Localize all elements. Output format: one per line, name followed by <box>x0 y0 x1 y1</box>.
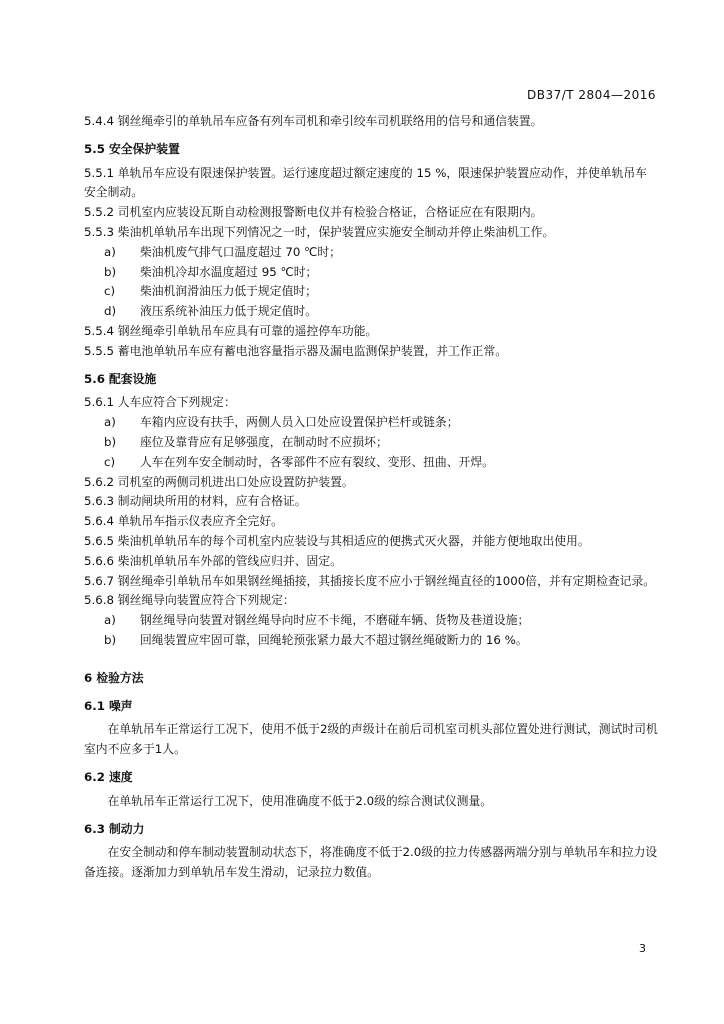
list-item <box>84 453 658 473</box>
clause: 5.5.3 柴油机单轨吊车出现下列情况之一时，保护装置应实施安全制动并停止柴油机工作。 <box>84 224 555 239</box>
clause: 5.6.8 钢丝绳导向装置应符合下列规定： <box>84 593 295 608</box>
list-marker: b) <box>104 434 117 449</box>
list-item <box>84 263 658 283</box>
list-marker: a) <box>104 244 116 259</box>
list-item <box>84 413 658 433</box>
list-item <box>84 302 658 322</box>
list-item-text: 车箱内应设有扶手，两侧人员入口处应设置保护栏杆或链条； <box>140 415 459 430</box>
clause: 5.5.5 蓄电池单轨吊车应有蓄电池容量指示器及漏电监测保护装置，并工作正常。 <box>84 343 508 358</box>
list-item <box>84 631 658 651</box>
list-item <box>84 611 658 631</box>
subsection-heading: 6.1 噪声 <box>84 698 133 713</box>
list-item <box>84 282 658 302</box>
list-item-text: 人车在列车安全制动时，各零部件不应有裂纹、变形、扭曲、开焊。 <box>140 454 494 469</box>
page-number: 3 <box>639 942 646 955</box>
list-marker: a) <box>104 613 116 628</box>
list-marker: c) <box>104 284 116 299</box>
clause: 5.6.1 人车应符合下列规定： <box>84 395 236 410</box>
list-marker: b) <box>104 264 117 279</box>
list-item-text: 液压系统补油压力低于规定值时。 <box>140 304 317 319</box>
clause: 5.6.4 单轨吊车指示仪表应齐全完好。 <box>84 514 283 529</box>
clause: 5.6.5 柴油机单轨吊车的每个司机室内应装设与其相适应的便携式灭火器，并能方便地取出使用。 <box>84 533 590 548</box>
list-item-text: 柴油机润滑油压力低于规定值时； <box>140 284 317 299</box>
clause: 5.6.2 司机室的两侧司机进出口处应设置防护装置。 <box>84 474 354 489</box>
section-heading: 6 检验方法 <box>84 670 144 685</box>
clause: 5.6.3 制动闸块所用的材料，应有合格证。 <box>84 494 307 509</box>
clause: 5.5.2 司机室内应装设瓦斯自动检测报警断电仪并有检验合格证，合格证应在有限期内。 <box>84 205 543 220</box>
list-item-text: 回绳装置应牢固可靠，回绳轮预张紧力最大不超过钢丝绳破断力的 16 %。 <box>140 632 528 647</box>
list-marker: d) <box>104 304 117 319</box>
list-marker: c) <box>104 454 116 469</box>
document-body <box>84 112 658 883</box>
list-marker: a) <box>104 415 116 430</box>
subsection-heading: 5.6 配套设施 <box>84 371 157 386</box>
clause: 5.4.4 钢丝绳牵引的单轨吊车应备有列车司机和牵引绞车司机联络用的信号和通信装置。 <box>84 114 543 128</box>
list-item-text: 座位及靠背应有足够强度，在制动时不应损坏； <box>140 434 388 449</box>
list-marker: b) <box>104 632 117 647</box>
document-code: DB37/T 2804—2016 <box>526 88 656 102</box>
list-item <box>84 243 658 263</box>
paragraph: 在安全制动和停车制动装置制动状态下，将准确度不低于2.0级的拉力传感器两端分别与单轨吊车和拉力设备连接。逐渐加力到单轨吊车发生滑动，记录拉力数值。 <box>84 845 658 880</box>
list-item-text: 柴油机冷却水温度超过 95 ℃时； <box>140 264 318 279</box>
clause: 5.5.4 钢丝绳牵引单轨吊车应具有可靠的遥控停车功能。 <box>84 323 378 338</box>
clause: 5.6.6 柴油机单轨吊车外部的管线应归并、固定。 <box>84 553 342 568</box>
clause: 5.6.7 钢丝绳牵引单轨吊车如果钢丝绳插接，其插接长度不应小于钢丝绳直径的1000倍，并有定期检查记录。 <box>84 573 656 588</box>
clause: 5.5.1 单轨吊车应设有限速保护装置。运行速度超过额定速度的 15 %，限速保护装置应动作，并使单轨吊车安全制动。 <box>84 165 647 200</box>
list-item-text: 钢丝绳导向装置对钢丝绳导向时应不卡绳，不磨碰车辆、货物及巷道设施； <box>140 613 530 628</box>
subsection-heading: 5.5 安全保护装置 <box>84 141 180 156</box>
subsection-heading: 6.3 制动力 <box>84 821 145 836</box>
list-item <box>84 433 658 453</box>
paragraph: 在单轨吊车正常运行工况下，使用准确度不低于2.0级的综合测试仪测量。 <box>107 793 493 808</box>
subsection-heading: 6.2 速度 <box>84 769 133 784</box>
list-item-text: 柴油机废气排气口温度超过 70 ℃时； <box>140 244 341 259</box>
paragraph: 在单轨吊车正常运行工况下，使用不低于2级的声级计在前后司机室司机头部位置处进行测试，测试时司机室内不应多于1人。 <box>84 722 658 757</box>
